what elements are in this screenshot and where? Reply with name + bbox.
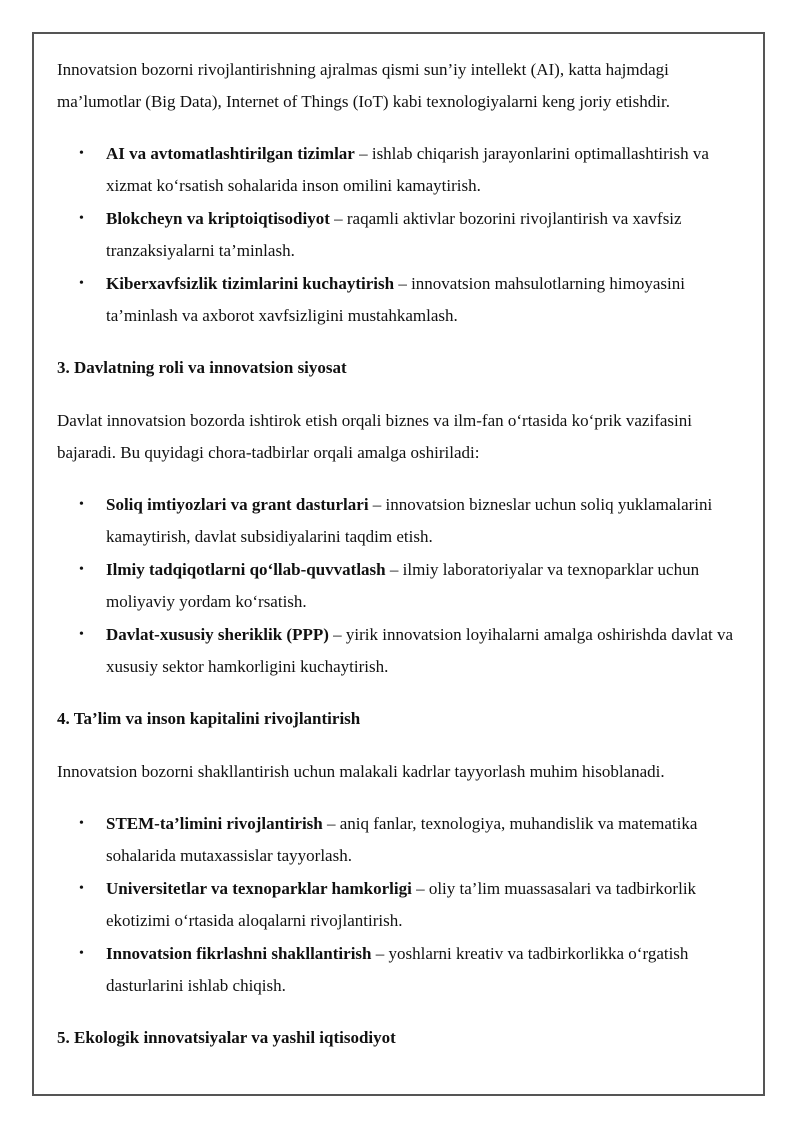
section-intro: Innovatsion bozorni shakllantirish uchun malakali kadrlar tayyorlash muhim hisoblanadi. [57, 762, 665, 781]
list-item-term: Blokcheyn va kriptoiqtisodiyot [106, 209, 330, 228]
bullet-icon: • [79, 146, 84, 161]
list-item [57, 489, 747, 553]
bullet-icon: • [79, 562, 84, 577]
bullet-icon: • [79, 881, 84, 896]
list-item [57, 554, 747, 618]
list-item-term: Kiberxavfsizlik tizimlarini kuchaytirish [106, 274, 395, 293]
education-list [57, 808, 747, 1002]
list-item-desc: – raqamli aktivlar bozorini rivojlantirish va xavfsiz tranzaksiyalarni ta’minlash. [106, 209, 682, 260]
bullet-icon: • [79, 946, 84, 961]
list-item-desc: – innovatsion bizneslar uchun soliq yuklamalarini kamaytirish, davlat subsidiyalarini taqdim etish. [106, 495, 713, 546]
section-intro: Davlat innovatsion bozorda ishtirok etish orqali biznes va ilm-fan o‘rtasida ko‘prik vazifasini bajaradi. Bu quyidagi chora-tadbirlar orqali amalga oshiriladi: [57, 411, 692, 462]
state-role-list [57, 489, 747, 683]
list-item-desc: – yirik innovatsion loyihalarni amalga oshirishda davlat va xususiy sektor hamkorligini kuchaytirish. [106, 625, 734, 676]
section-heading: 5. Ekologik innovatsiyalar va yashil iqtisodiyot [57, 1028, 396, 1047]
list-item-desc: – innovatsion mahsulotlarning himoyasini ta’minlash va axborot xavfsizligini mustahkamlash. [106, 274, 685, 325]
bullet-icon: • [79, 497, 84, 512]
section-heading: 4. Ta’lim va inson kapitalini rivojlantirish [57, 709, 361, 728]
list-item [57, 138, 747, 202]
list-item-term: STEM-ta’limini rivojlantirish [106, 814, 323, 833]
list-item-desc: – oliy ta’lim muassasalari va tadbirkorlik ekotizimi o‘rtasida aloqalarni rivojlantirish. [106, 879, 697, 930]
list-item [57, 873, 747, 937]
list-item-desc: – ishlab chiqarish jarayonlarini optimallashtirish va xizmat ko‘rsatish sohalarida inson omilini kamaytirish. [106, 144, 709, 195]
technology-list [57, 138, 747, 332]
list-item-term: Soliq imtiyozlari va grant dasturlari [106, 495, 369, 514]
bullet-icon: • [79, 276, 84, 291]
list-item [57, 203, 747, 267]
list-item [57, 268, 747, 332]
bullet-icon: • [79, 211, 84, 226]
bullet-icon: • [79, 816, 84, 831]
document-content [57, 54, 747, 1075]
list-item-term: Ilmiy tadqiqotlarni qo‘llab-quvvatlash [106, 560, 386, 579]
list-item-term: Davlat-xususiy sheriklik (PPP) [106, 625, 329, 644]
list-item [57, 619, 747, 683]
list-item-desc: – aniq fanlar, texnologiya, muhandislik va matematika sohalarida mutaxassislar tayyorlash. [106, 814, 698, 865]
list-item-desc: – ilmiy laboratoriyalar va texnoparklar uchun moliyaviy yordam ko‘rsatish. [106, 560, 700, 611]
list-item [57, 938, 747, 1002]
list-item-desc: – yoshlarni kreativ va tadbirkorlikka o‘rgatish dasturlarini ishlab chiqish. [106, 944, 689, 995]
list-item-term: Universitetlar va texnoparklar hamkorligi [106, 879, 412, 898]
section-heading: 3. Davlatning roli va innovatsion siyosat [57, 358, 347, 377]
list-item-term: AI va avtomatlashtirilgan tizimlar [106, 144, 355, 163]
bullet-icon: • [79, 627, 84, 642]
intro-paragraph: Innovatsion bozorni rivojlantirishning ajralmas qismi sun’iy intellekt (AI), katta hajmdagi ma’lumotlar (Big Data), Internet of Things (IoT) kabi texnologiyalarni keng joriy etishdir. [57, 60, 670, 111]
list-item [57, 808, 747, 872]
list-item-term: Innovatsion fikrlashni shakllantirish [106, 944, 372, 963]
